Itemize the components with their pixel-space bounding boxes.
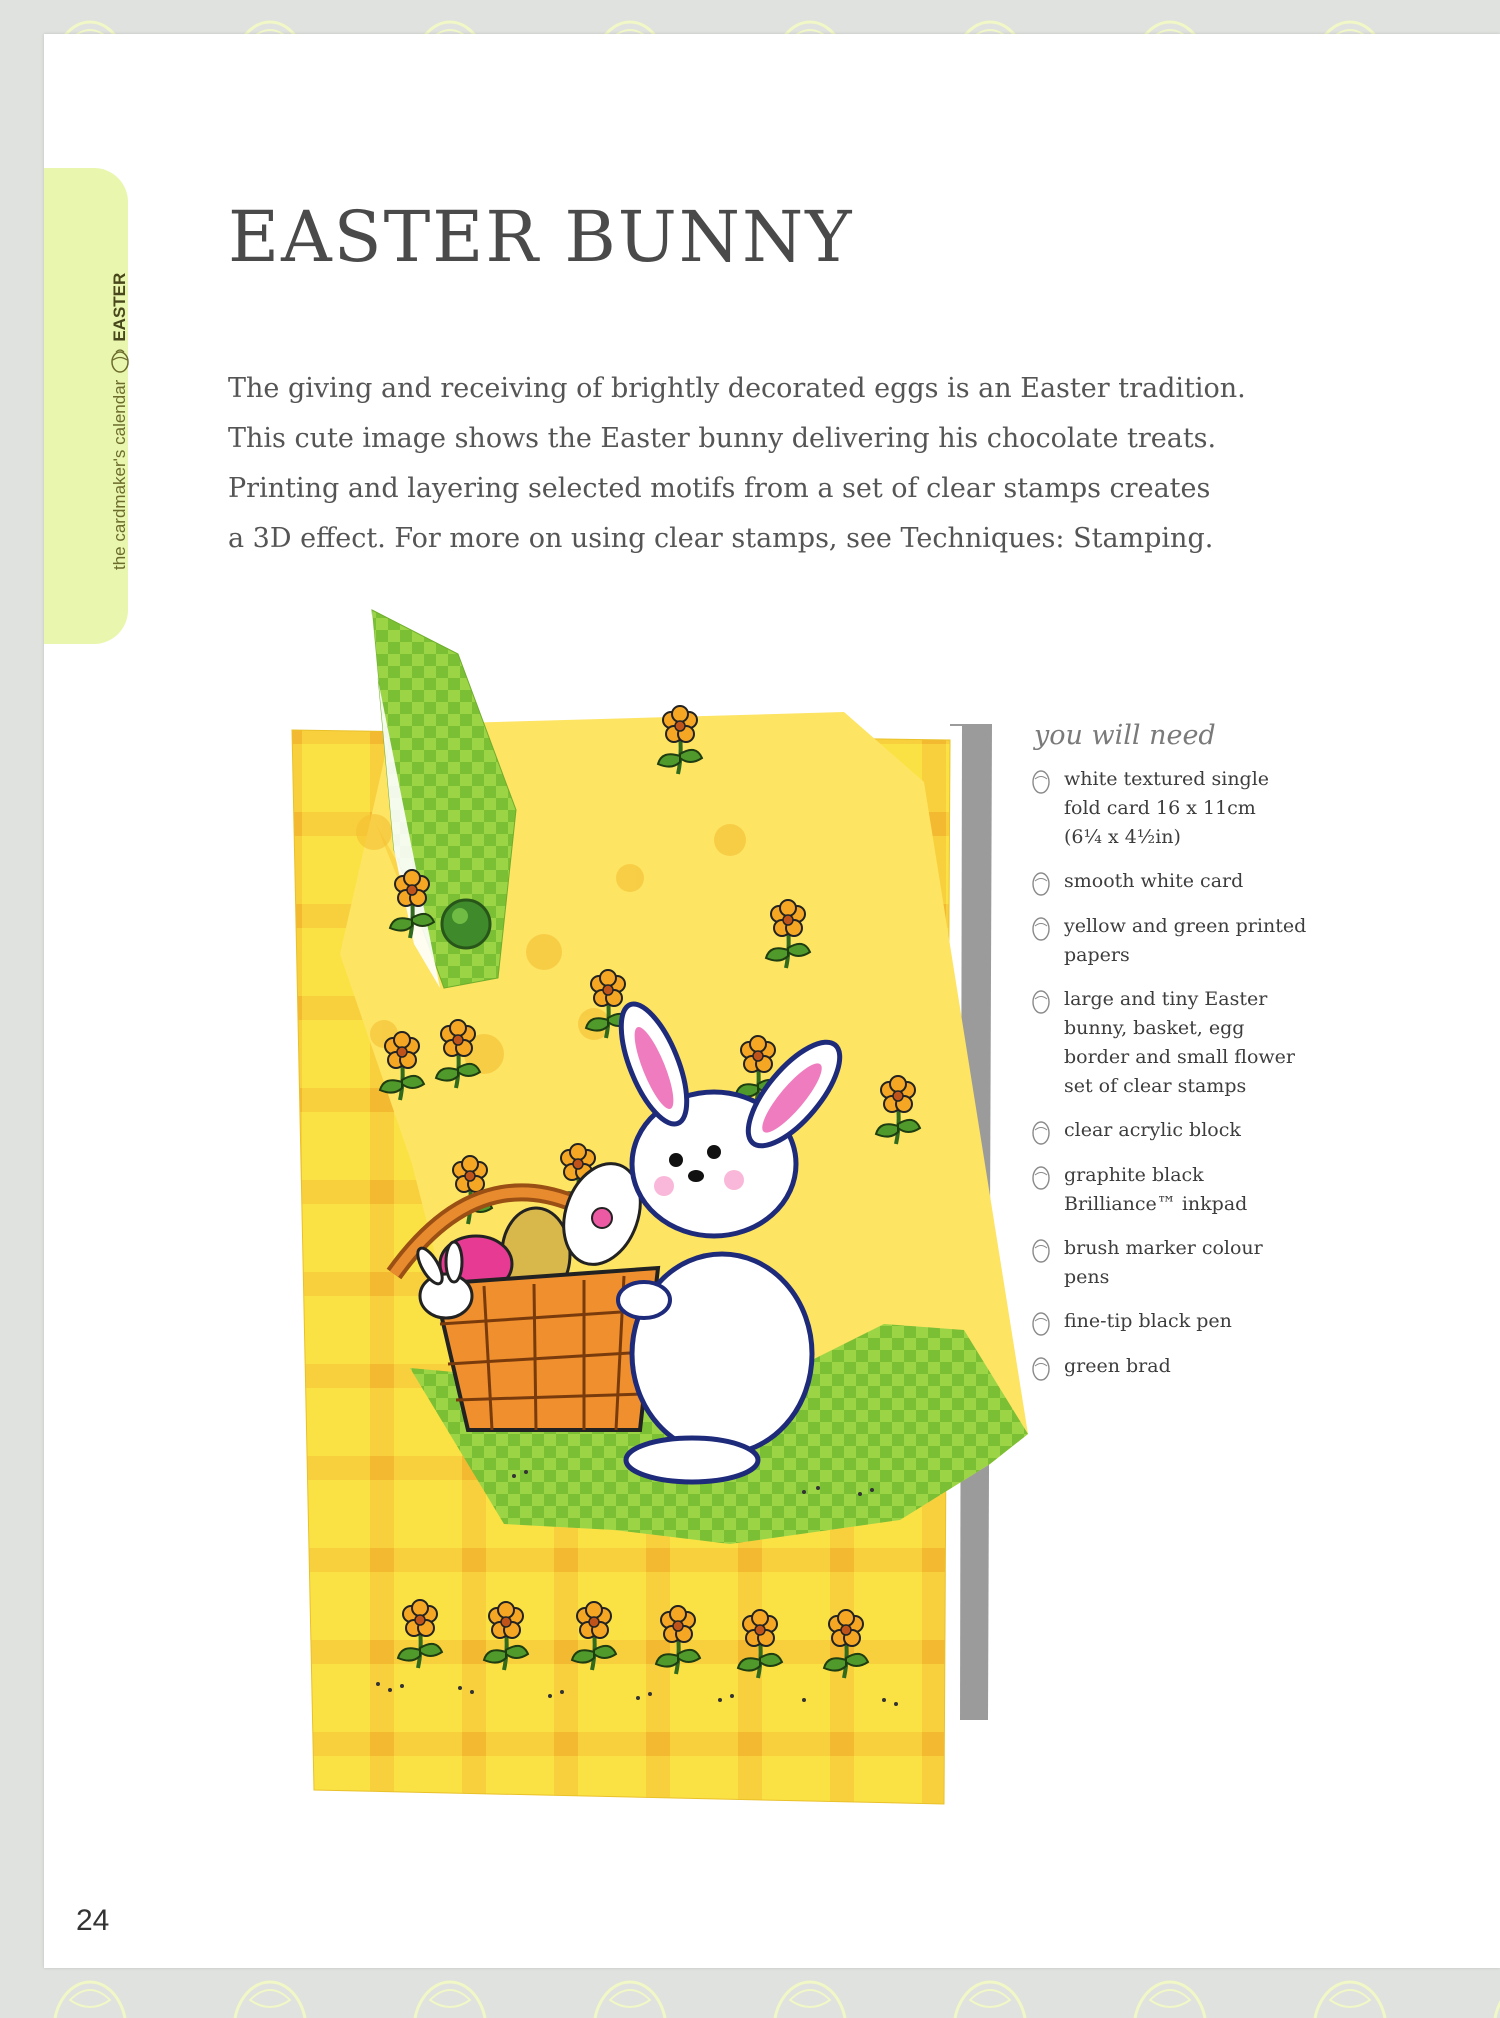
intro-line: Printing and layering selected motifs from a set of clear stamps creates [228,473,1211,504]
materials-item [1030,1307,1360,1337]
egg-bullet-icon [1030,1309,1052,1337]
materials-item [1030,1352,1360,1382]
egg-bullet-icon [1030,987,1052,1015]
egg-bullet-icon [1030,767,1052,795]
materials-line: clear acrylic block [1064,1119,1241,1141]
easter-card-photo [244,594,1064,1824]
egg-bullet-icon [1030,914,1052,942]
section-tab [44,168,128,644]
materials-line: green brad [1064,1355,1171,1377]
materials-line: bunny, basket, egg [1064,1017,1245,1039]
intro-line: a 3D effect. For more on using clear stamps, see Techniques: Stamping. [228,523,1214,554]
materials-line: Brilliance™ inkpad [1064,1193,1248,1215]
materials-line: white textured single [1064,768,1270,790]
materials-item [1030,765,1360,852]
intro-paragraph [228,364,1288,564]
materials-item [1030,1116,1360,1146]
materials-line: fold card 16 x 11cm [1064,797,1256,819]
section-label: EASTER [110,272,129,342]
materials-line: brush marker colour [1064,1237,1263,1259]
page-number: 24 [76,1904,110,1937]
materials-item [1030,1161,1360,1219]
materials-item [1030,1234,1360,1292]
materials-line: smooth white card [1064,870,1244,892]
materials-line: large and tiny Easter [1064,988,1268,1010]
materials-line: graphite black [1064,1164,1204,1186]
materials-line: fine-tip black pen [1064,1310,1232,1332]
egg-bullet-icon [1030,1354,1052,1382]
intro-line: This cute image shows the Easter bunny delivering his chocolate treats. [228,423,1217,454]
materials-line: set of clear stamps [1064,1075,1247,1097]
egg-bullet-icon [1030,1118,1052,1146]
egg-icon [109,348,131,374]
egg-bullet-icon [1030,869,1052,897]
materials-line: pens [1064,1266,1110,1288]
green-brad [442,900,490,948]
egg-bullet-icon [1030,1163,1052,1191]
materials-item [1030,985,1360,1101]
materials-line: (6¼ x 4½in) [1064,826,1181,848]
intro-line: The giving and receiving of brightly decorated eggs is an Easter tradition. [228,373,1246,404]
materials-item [1030,912,1360,970]
materials-line: border and small flower [1064,1046,1295,1068]
book-page [44,34,1500,1968]
materials-line: yellow and green printed [1064,915,1307,937]
materials-list [1030,720,1360,1397]
egg-bullet-icon [1030,1236,1052,1264]
materials-item [1030,867,1360,897]
materials-line: papers [1064,944,1130,966]
calendar-label: the cardmaker's calendar [110,379,129,570]
materials-heading: you will need [1034,720,1216,751]
page-title: EASTER BUNNY [228,196,854,278]
